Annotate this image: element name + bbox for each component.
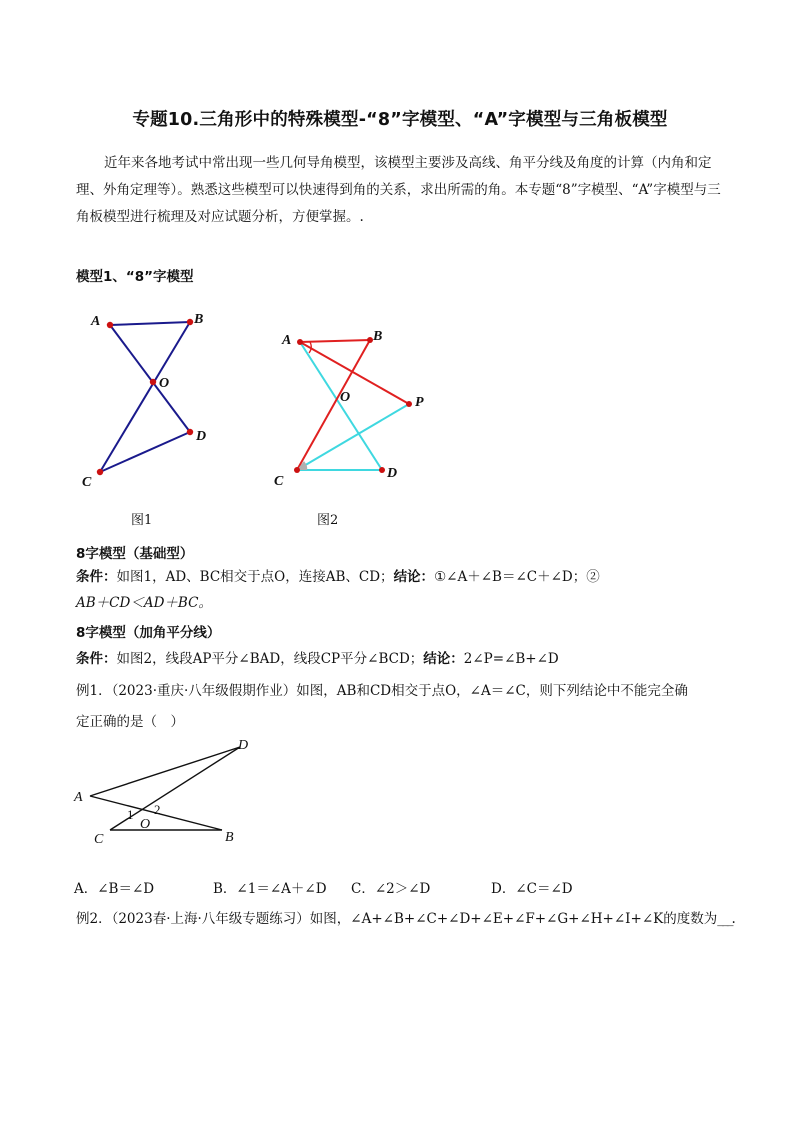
fig1-label-o: O — [159, 376, 170, 391]
fig2-label-b: B — [373, 329, 383, 344]
basic-conclusion-2: AB＋CD＜AD＋BC。 — [76, 595, 212, 611]
example1-figure — [70, 735, 270, 850]
basic-cond-text: 如图1，AD、BC相交于点O，连接AB、CD； — [116, 569, 394, 585]
option-a[interactable]: A．∠B＝∠D — [74, 881, 155, 897]
fig1-point-b — [187, 319, 193, 325]
fig2-label-o: O — [340, 390, 351, 405]
ex1-label-c: C — [94, 832, 104, 847]
bisector-cond-label: 条件： — [76, 651, 117, 667]
fig1-point-a — [107, 322, 113, 328]
ex1-label-d: D — [238, 738, 249, 753]
fig1-segment-cd — [100, 432, 190, 472]
fig2-point-a — [297, 339, 303, 345]
fig1-label-d: D — [196, 429, 207, 444]
model1-heading: 模型1、“8”字模型 — [76, 269, 194, 285]
fig2-segment-ad — [300, 342, 382, 470]
option-c[interactable]: C．∠2＞∠D — [351, 881, 431, 897]
option-b[interactable]: B．∠1＝∠A＋∠D — [213, 881, 327, 897]
example2-text: 例2．（2023春·上海·八年级专题练习）如图，∠A+∠B+∠C+∠D+∠E+∠F+∠G+∠H+∠I+∠K的度数为 — [76, 911, 718, 927]
fig2-segment-bc — [297, 340, 370, 470]
ex1-label-a: A — [74, 790, 83, 805]
fig2-segment-ab — [300, 340, 370, 342]
ex1-label-1: 1 — [127, 807, 134, 822]
fig2-segment-ap — [300, 342, 409, 404]
bisector-concl-label: 结论： — [423, 651, 464, 667]
ex1-segment-ad — [90, 747, 240, 796]
fig2-point-d — [379, 467, 385, 473]
option-d[interactable]: D．∠C＝∠D — [491, 881, 573, 897]
figure-1 — [80, 300, 230, 500]
example1-line2: 定正确的是（ ） — [76, 714, 184, 730]
bisector-condition-line — [76, 647, 736, 667]
fig1-segment-ab — [110, 322, 190, 325]
example2-blank[interactable]: ___ — [717, 911, 732, 927]
basic-concl-label: 结论： — [393, 569, 435, 585]
fig2-caption: 图2 — [317, 513, 339, 528]
example1-line1: 例1．（2023·重庆·八年级假期作业）如图，AB和CD相交于点O，∠A＝∠C，则下列结论中不能完全确 — [76, 683, 688, 699]
example2-end: . — [731, 911, 736, 927]
page-title: 专题10.三角形中的特殊模型-“8”字模型、“A”字模型与三角板模型 — [132, 110, 668, 130]
fig2-label-d: D — [387, 466, 398, 481]
fig1-point-o — [150, 379, 156, 385]
fig1-caption: 图1 — [131, 513, 153, 528]
fig2-label-p: P — [415, 395, 424, 410]
basic-condition-line — [76, 565, 736, 585]
fig1-point-d — [187, 429, 193, 435]
bisector-cond-text: 如图2，线段AP平分∠BAD，线段CP平分∠BCD； — [116, 651, 424, 667]
intro-paragraph: 近年来各地考试中常出现一些几何导角模型，该模型主要涉及高线、角平分线及角度的计算（内角和定理、外角定理等）。熟悉这些模型可以快速得到角的关系，求出所需的角。本专题“8”字模型、“A”字模型与三角板模型进行梳理及对应试题分析，方便掌握。. — [76, 155, 721, 225]
ex1-label-o: O — [140, 817, 151, 832]
figure-2 — [270, 320, 440, 500]
fig2-label-c: C — [274, 474, 284, 489]
ex1-label-2: 2 — [154, 802, 161, 817]
bisector-concl-text: 2∠P=∠B+∠D — [463, 651, 559, 667]
example2-line — [76, 907, 736, 927]
fig2-segment-cp — [297, 404, 409, 470]
bisector-model-heading: 8字模型（加角平分线） — [76, 625, 221, 641]
fig2-point-p — [406, 401, 412, 407]
fig1-label-c: C — [82, 475, 92, 490]
fig1-label-b: B — [194, 312, 204, 327]
fig1-segment-bc — [100, 322, 190, 472]
basic-concl-1: ①∠A＋∠B＝∠C＋∠D；② — [434, 569, 600, 585]
basic-model-heading: 8字模型（基础型） — [76, 546, 194, 562]
fig1-point-c — [97, 469, 103, 475]
basic-cond-label: 条件： — [76, 569, 117, 585]
fig2-point-c — [294, 467, 300, 473]
ex1-label-b: B — [225, 830, 234, 845]
fig2-label-a: A — [282, 333, 292, 348]
fig1-label-a: A — [91, 314, 101, 329]
